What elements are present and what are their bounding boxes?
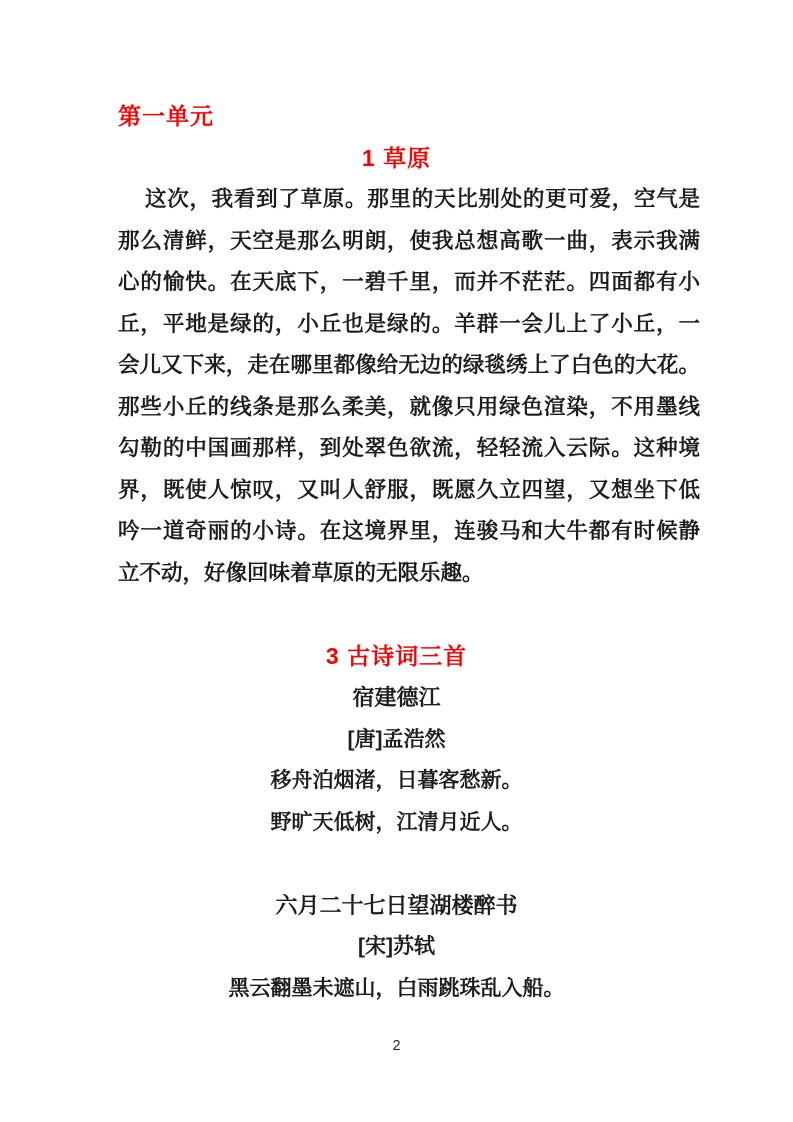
- paragraph-line: 心的愉快。在天底下，一碧千里，而并不茫茫。四面都有小: [118, 270, 700, 294]
- paragraph-line: 界，既使人惊叹，又叫人舒服，既愿久立四望，又想坐下低: [118, 477, 700, 502]
- paragraph-line: 吟一道奇丽的小诗。在这境界里，连骏马和大牛都有时候静: [118, 519, 700, 543]
- poem-title: 六月二十七日望湖楼醉书: [275, 892, 518, 918]
- poem-author: [唐]孟浩然: [347, 727, 446, 751]
- poem-line: 移舟泊烟渚，日暮客愁新。: [270, 769, 523, 792]
- poem-su-jiande-jiang: [0, 677, 793, 843]
- paragraph-line: 那么清鲜，天空是那么明朗，使我总想高歌一曲，表示我满: [118, 228, 700, 253]
- lesson1-paragraph: [0, 179, 793, 594]
- poem-title: 宿建德江: [352, 685, 441, 710]
- document-page: [0, 96, 793, 1009]
- paragraph-line: 这次，我看到了草原。那里的天比别处的更可爱，空气是: [145, 187, 700, 211]
- poem-wanghulou-zuishu: [0, 885, 793, 1010]
- paragraph-line: 立不动，好像回味着草原的无限乐趣。: [118, 560, 484, 585]
- poem-author: [宋]苏轼: [358, 935, 435, 958]
- lesson1-title: 1 草原: [361, 144, 432, 171]
- paragraph-line: 会儿又下来，走在哪里都像给无边的绿毯绣上了白色的大花。: [118, 353, 700, 377]
- lesson3-title: 3 古诗词三首: [325, 642, 468, 669]
- poem-line: 野旷天低树，江清月近人。: [270, 810, 523, 834]
- paragraph-line: 勾勒的中国画那样，到处翠色欲流，轻轻流入云际。这种境: [118, 436, 700, 460]
- unit-heading: 第一单元: [118, 103, 214, 129]
- poem-line: 黑云翻墨未遮山，白雨跳珠乱入船。: [228, 976, 565, 1000]
- blank-line: [0, 594, 793, 636]
- paragraph-line: 丘，平地是绿的，小丘也是绿的。羊群一会儿上了小丘，一: [118, 311, 700, 336]
- blank-line: [0, 843, 793, 885]
- paragraph-line: 那些小丘的线条是那么柔美，就像只用绿色渲染，不用墨线: [118, 394, 700, 419]
- page-number: 2: [392, 1038, 401, 1054]
